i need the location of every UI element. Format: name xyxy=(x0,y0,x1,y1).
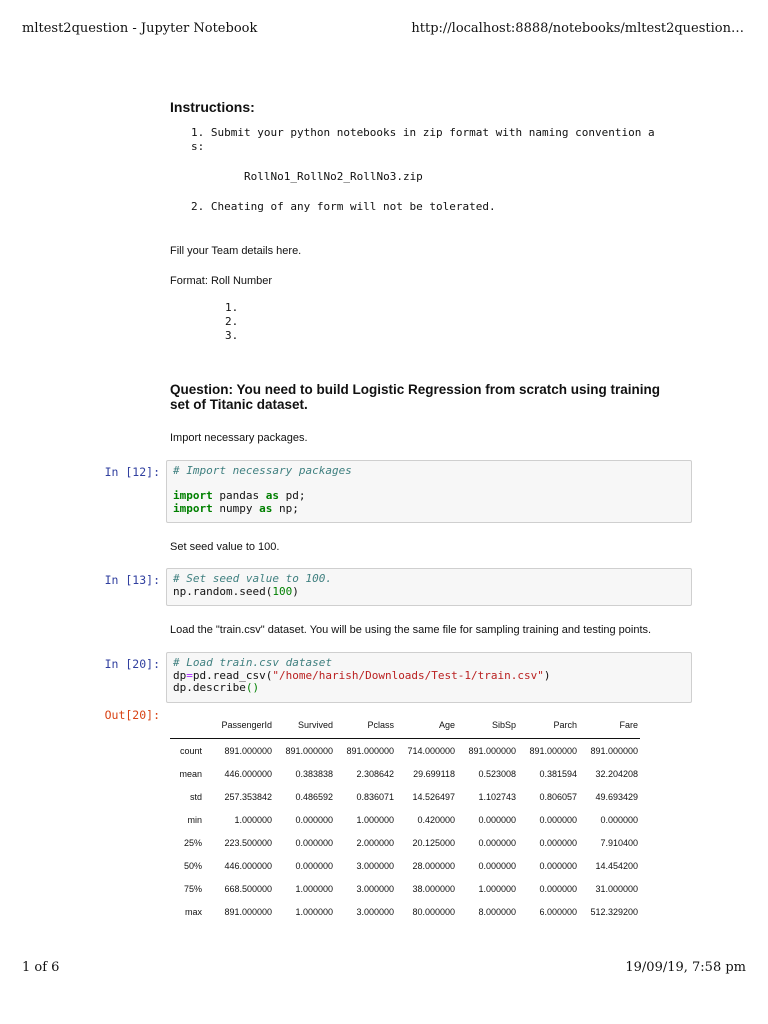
table-cell: 891.000000 xyxy=(224,745,272,756)
team-list-item: 1. xyxy=(225,301,239,314)
column-header: Fare xyxy=(579,712,640,739)
code-string: "/home/harish/Downloads/Test-1/train.csv" xyxy=(272,668,544,682)
table-cell: 14.526497 xyxy=(412,791,455,802)
page-number: 1 of 6 xyxy=(22,960,60,975)
code-cell-imports[interactable] xyxy=(166,460,692,523)
table-cell: 257.353842 xyxy=(224,791,272,802)
table-cell: 38.000000 xyxy=(412,883,455,894)
table-cell: 0.806057 xyxy=(539,791,577,802)
row-index: 50% xyxy=(183,860,202,871)
import-description: Import necessary packages. xyxy=(170,432,308,444)
load-description: Load the "train.csv" dataset. You will be using the same file for sampling training and testing points. xyxy=(170,624,652,636)
table-cell: 446.000000 xyxy=(224,860,272,871)
column-header: PassengerId xyxy=(204,712,274,739)
code-text: pandas xyxy=(212,489,266,502)
code-text: dp xyxy=(173,668,187,682)
instruction-item-2: 2. Cheating of any form will not be tolerated. xyxy=(191,200,496,213)
table-cell: 1.000000 xyxy=(295,906,333,917)
code-text: np.random.seed( xyxy=(173,584,273,598)
table-cell: 1.000000 xyxy=(295,883,333,894)
table-cell: 0.000000 xyxy=(295,860,333,871)
question-line-1: Question: You need to build Logistic Regression from scratch using training xyxy=(170,382,661,397)
table-cell: 0.836071 xyxy=(356,791,394,802)
table-row xyxy=(170,877,640,900)
page-url[interactable]: http://localhost:8888/notebooks/mltest2question… xyxy=(411,21,744,36)
table-cell: 3.000000 xyxy=(356,906,394,917)
table-cell: 31.000000 xyxy=(595,883,638,894)
question-heading xyxy=(170,382,690,412)
table-cell: 714.000000 xyxy=(407,745,455,756)
row-index: std xyxy=(189,791,202,802)
table-cell: 0.000000 xyxy=(295,837,333,848)
code-text: numpy xyxy=(212,501,260,515)
table-cell: 8.000000 xyxy=(478,906,516,917)
table-cell: 32.204208 xyxy=(595,768,638,779)
table-cell: 446.000000 xyxy=(224,768,272,779)
column-header: SibSp xyxy=(457,712,518,739)
table-cell: 1.102743 xyxy=(478,791,516,802)
question-line-2: set of Titanic dataset. xyxy=(170,397,308,412)
table-cell: 29.699118 xyxy=(413,768,455,779)
table-cell: 891.000000 xyxy=(529,745,577,756)
code-text: np; xyxy=(272,501,299,515)
table-cell: 668.500000 xyxy=(224,883,272,894)
code-cell-seed[interactable] xyxy=(166,568,692,606)
table-cell: 0.381594 xyxy=(539,768,577,779)
describe-table xyxy=(170,712,640,923)
table-cell: 0.000000 xyxy=(478,837,516,848)
table-cell: 0.000000 xyxy=(295,814,333,825)
column-header: Pclass xyxy=(335,712,396,739)
keyword: import xyxy=(173,489,213,502)
table-cell: 28.000000 xyxy=(412,860,455,871)
table-cell: 0.000000 xyxy=(539,860,577,871)
code-cell-load[interactable] xyxy=(166,652,692,703)
table-row xyxy=(170,808,640,831)
table-cell: 49.693429 xyxy=(595,791,638,802)
instructions-heading: Instructions: xyxy=(170,99,255,115)
table-cell: 0.523008 xyxy=(478,768,516,779)
table-row xyxy=(170,831,640,854)
table-cell: 7.910400 xyxy=(600,837,638,848)
table-cell: 2.308642 xyxy=(356,768,394,779)
table-cell: 14.454200 xyxy=(595,860,638,871)
table-row xyxy=(170,900,640,923)
table-cell: 0.000000 xyxy=(539,814,577,825)
table-cell: 891.000000 xyxy=(590,745,638,756)
table-row xyxy=(170,854,640,877)
table-cell: 0.420000 xyxy=(417,814,455,825)
table-cell: 0.000000 xyxy=(539,883,577,894)
code-number: 100 xyxy=(272,584,293,598)
table-cell: 3.000000 xyxy=(356,860,394,871)
table-cell: 2.000000 xyxy=(356,837,394,848)
table-cell: 20.125000 xyxy=(412,837,455,848)
table-cell: 80.000000 xyxy=(412,906,455,917)
code-text: ) xyxy=(292,584,299,598)
row-index: 75% xyxy=(183,883,202,894)
table-cell: 1.000000 xyxy=(478,883,516,894)
page-title: mltest2question - Jupyter Notebook xyxy=(22,21,258,36)
format-text: Format: Roll Number xyxy=(170,275,273,287)
keyword: import xyxy=(173,501,213,515)
column-header: Parch xyxy=(518,712,579,739)
code-text: pd; xyxy=(278,489,306,502)
code-operator: = xyxy=(186,668,193,682)
table-cell: 512.329200 xyxy=(590,906,638,917)
code-text: ) xyxy=(543,668,551,682)
column-header: Age xyxy=(396,712,457,739)
input-prompt: In [20]: xyxy=(104,657,160,671)
table-cell: 3.000000 xyxy=(356,883,394,894)
code-comment: # Set seed value to 100. xyxy=(173,572,332,585)
table-cell: 891.000000 xyxy=(285,745,333,756)
row-index: count xyxy=(179,745,202,756)
table-cell: 891.000000 xyxy=(468,745,516,756)
seed-description: Set seed value to 100. xyxy=(170,541,280,553)
table-cell: 0.000000 xyxy=(478,814,516,825)
table-cell: 0.000000 xyxy=(539,837,577,848)
table-cell: 891.000000 xyxy=(346,745,394,756)
keyword: as xyxy=(259,501,273,515)
table-body xyxy=(170,739,640,924)
row-index: 25% xyxy=(183,837,202,848)
table-cell: 6.000000 xyxy=(539,906,577,917)
table-corner xyxy=(170,712,204,739)
print-datetime: 19/09/19, 7:58 pm xyxy=(625,960,746,975)
table-row xyxy=(170,785,640,808)
team-list-item: 2. xyxy=(225,315,239,328)
instruction-item-1: 1. Submit your python notebooks in zip format with naming convention a xyxy=(191,126,655,139)
team-details-text: Fill your Team details here. xyxy=(170,245,302,257)
input-prompt: In [13]: xyxy=(104,573,160,587)
table-cell: 0.383838 xyxy=(295,768,333,779)
code-text: dp.describe xyxy=(173,681,246,694)
row-index: mean xyxy=(179,768,202,779)
table-cell: 223.500000 xyxy=(224,837,272,848)
output-prompt: Out[20]: xyxy=(104,708,160,722)
table-row xyxy=(170,762,640,785)
code-paren: () xyxy=(245,681,260,694)
table-cell: 1.000000 xyxy=(356,814,394,825)
column-header: Survived xyxy=(274,712,335,739)
row-index: min xyxy=(187,814,202,825)
keyword: as xyxy=(265,489,279,502)
team-list-item: 3. xyxy=(225,329,239,342)
input-prompt: In [12]: xyxy=(104,465,160,479)
row-index: max xyxy=(184,906,202,917)
table-cell: 0.000000 xyxy=(478,860,516,871)
zip-filename: RollNo1_RollNo2_RollNo3.zip xyxy=(244,170,423,183)
table-cell: 891.000000 xyxy=(224,906,272,917)
table-cell: 0.000000 xyxy=(600,814,638,825)
code-text: pd.read_csv( xyxy=(192,668,273,682)
table-cell: 1.000000 xyxy=(234,814,272,825)
code-comment: # Import necessary packages xyxy=(173,464,352,477)
table-cell: 0.486592 xyxy=(295,791,333,802)
code-comment: # Load train.csv dataset xyxy=(173,656,332,669)
table-header-row xyxy=(170,712,640,739)
instruction-item-1-cont: s: xyxy=(191,140,205,153)
table-row xyxy=(170,739,640,763)
